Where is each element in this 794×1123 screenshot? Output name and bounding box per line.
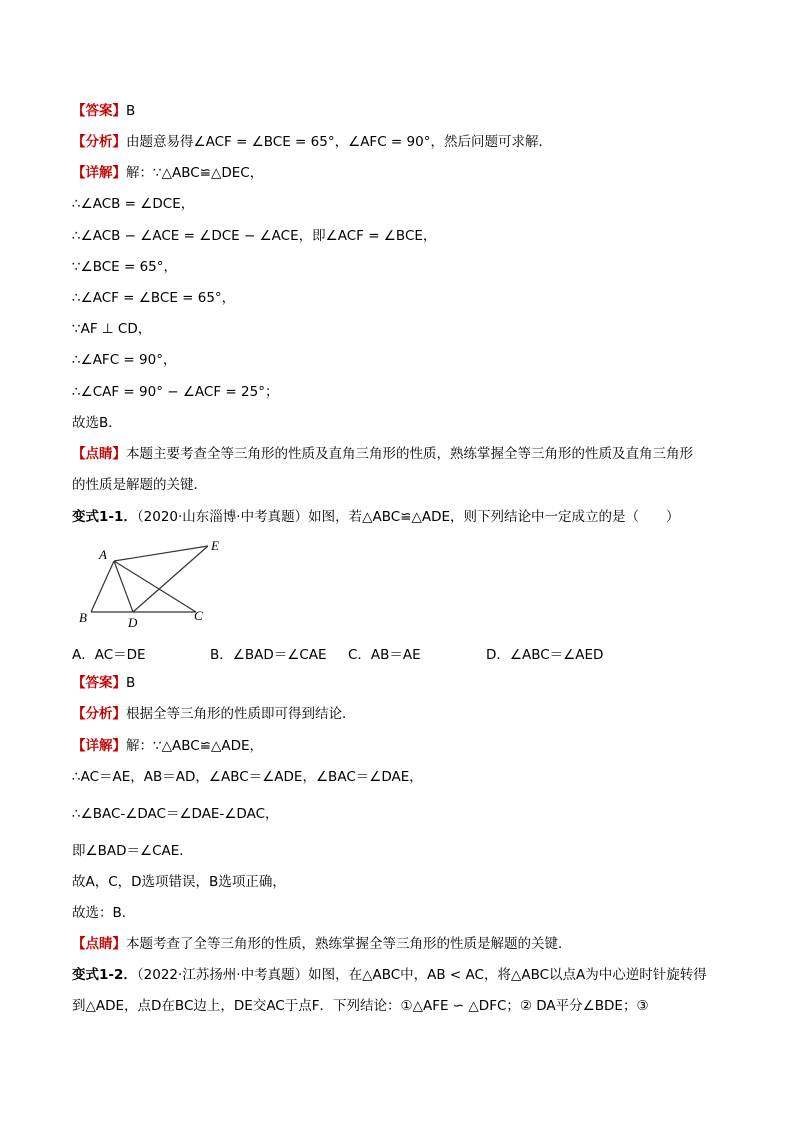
solution-step: ∴∠BAC-∠DAC＝∠DAE-∠DAC， xyxy=(72,806,279,822)
point-label-b: B xyxy=(79,610,87,625)
question-text: （2022·江苏扬州·中考真题）如图，在△ABC中，AB < AC，将△ABC以点A为中心逆时针旋转得 xyxy=(136,967,707,983)
option-c: C．AB＝AE xyxy=(348,647,421,663)
question-label: 变式1-1． xyxy=(72,509,137,525)
solution-step: 故选B． xyxy=(72,415,122,431)
question-stem-1-2 xyxy=(72,966,707,984)
comment-text: 本题考查了全等三角形的性质，熟练掌握全等三角形的性质是解题的关键． xyxy=(126,936,572,952)
question-label: 变式1-2． xyxy=(72,967,137,983)
detail-tag: 【详解】 xyxy=(72,738,126,754)
question-stem-1-1 xyxy=(72,508,680,526)
comment-line-1 xyxy=(72,445,693,463)
triangle-figure xyxy=(76,534,236,634)
solution-step: 故选：B． xyxy=(72,905,136,921)
comment-line-2: 的性质是解题的关键． xyxy=(72,477,207,493)
analysis-text: 根据全等三角形的性质即可得到结论． xyxy=(126,706,356,722)
comment-tag: 【点睛】 xyxy=(72,936,126,952)
detail-text: 解：∵△ABC≌△ADE， xyxy=(126,738,264,754)
segment-ac xyxy=(114,561,196,612)
solution-step: 故A，C，D选项错误，B选项正确， xyxy=(72,874,286,890)
analysis-line-2 xyxy=(72,705,356,723)
solution-step: ∴∠ACB = ∠DCE， xyxy=(72,196,195,212)
analysis-tag: 【分析】 xyxy=(72,706,126,722)
answer-line-2 xyxy=(72,674,135,692)
option-d: D．∠ABC＝∠AED xyxy=(486,647,604,663)
answer-tag: 【答案】 xyxy=(72,103,126,119)
question-stem-1-2-cont: 到△ADE，点D在BC边上，DE交AC于点F．下列结论：①△AFE ∽ △DFC；② DA平分∠BDE；③ xyxy=(72,998,649,1014)
option-a: A．AC＝DE xyxy=(72,647,146,663)
analysis-text: 由题意易得∠ACF = ∠BCE = 65°，∠AFC = 90°，然后问题可求解． xyxy=(126,134,552,150)
analysis-line-1 xyxy=(72,133,552,151)
detail-line-1 xyxy=(72,164,263,182)
point-label-d: D xyxy=(128,615,138,630)
comment-line-3 xyxy=(72,935,572,953)
answer-value: B xyxy=(126,103,136,119)
answer-tag: 【答案】 xyxy=(72,675,126,691)
segment-ab xyxy=(91,561,114,612)
option-b: B．∠BAD＝∠CAE xyxy=(210,647,327,663)
solution-step: ∵∠BCE = 65°， xyxy=(72,259,177,275)
answer-value: B xyxy=(126,675,136,691)
solution-step: ∴AC＝AE，AB＝AD，∠ABC＝∠ADE，∠BAC＝∠DAE， xyxy=(72,769,423,785)
analysis-tag: 【分析】 xyxy=(72,134,126,150)
comment-tag: 【点睛】 xyxy=(72,446,126,462)
solution-step: ∴∠AFC = 90°， xyxy=(72,352,177,368)
solution-step: ∴∠CAF = 90° − ∠ACF = 25°； xyxy=(72,384,279,400)
solution-step: ∴∠ACB − ∠ACE = ∠DCE − ∠ACE，即∠ACF = ∠BCE， xyxy=(72,228,437,244)
detail-text: 解：∵△ABC≌△DEC， xyxy=(126,165,264,181)
detail-line-2 xyxy=(72,737,263,755)
solution-step: 即∠BAD＝∠CAE． xyxy=(72,843,193,859)
question-text: （2020·山东淄博·中考真题）如图，若△ABC≌△ADE，则下列结论中一定成立的是（ ） xyxy=(136,509,680,525)
point-label-e: E xyxy=(211,538,219,553)
point-label-c: C xyxy=(194,608,203,623)
answer-line-1 xyxy=(72,102,135,120)
point-label-a: A xyxy=(99,547,107,562)
solution-step: ∴∠ACF = ∠BCE = 65°， xyxy=(72,290,236,306)
detail-tag: 【详解】 xyxy=(72,165,126,181)
segment-ad xyxy=(114,561,133,612)
comment-text: 本题主要考查全等三角形的性质及直角三角形的性质，熟练掌握全等三角形的性质及直角三角形 xyxy=(126,446,693,462)
solution-step: ∵AF ⊥ CD， xyxy=(72,321,152,337)
